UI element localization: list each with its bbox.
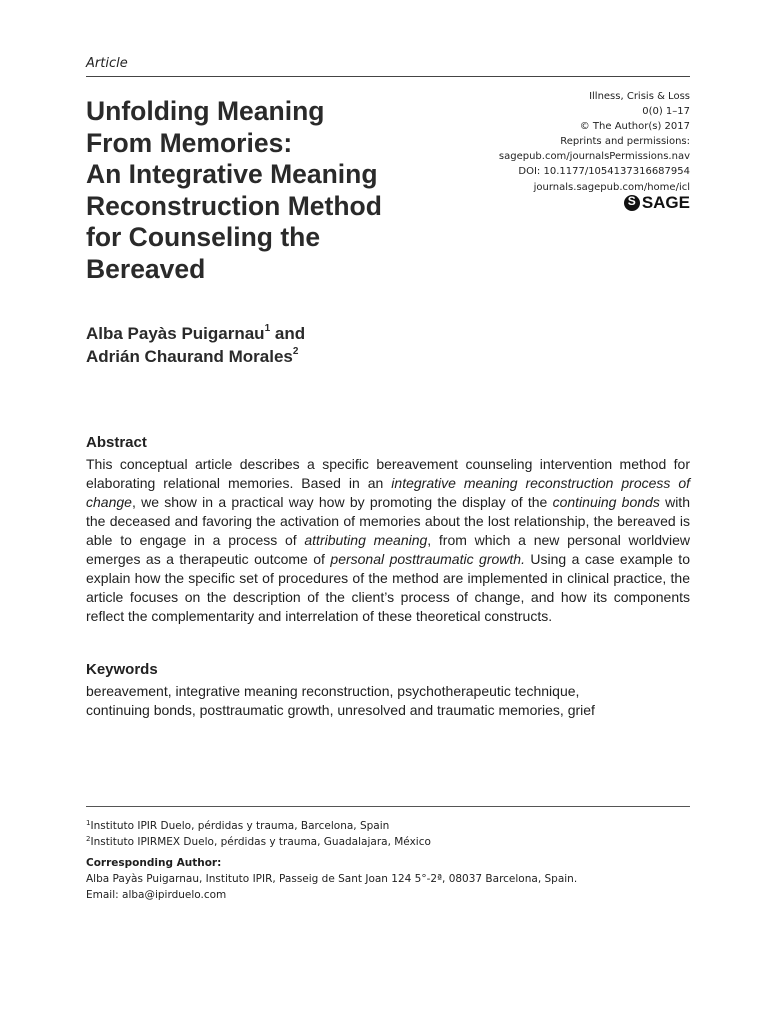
author-name: Alba Payàs Puigarnau <box>86 324 265 343</box>
title-line: From Memories: <box>86 127 293 158</box>
sage-mark-icon <box>624 195 640 211</box>
title-line: Bereaved <box>86 253 206 284</box>
corresponding-author-label: Corresponding Author: <box>86 856 222 869</box>
affiliation-1 <box>86 818 690 834</box>
journal-volume: 0(0) 1–17 <box>642 106 690 118</box>
footnote-rule <box>86 806 690 807</box>
title-line: Reconstruction Method <box>86 190 382 221</box>
keywords-line: continuing bonds, posttraumatic growth, unresolved and traumatic memories, grief <box>86 702 595 718</box>
abstract-heading: Abstract <box>86 434 147 451</box>
keywords-line: bereavement, integrative meaning reconstruction, psychotherapeutic technique, <box>86 683 580 699</box>
affiliation-2 <box>86 834 690 850</box>
affiliation-text: Instituto IPIRMEX Duelo, pérdidas y trauma, Guadalajara, México <box>90 836 431 849</box>
keywords-heading: Keywords <box>86 661 158 678</box>
abstract-segment-italic: attributing meaning <box>304 532 428 548</box>
journal-name: Illness, Crisis & Loss <box>589 91 690 102</box>
header-rule <box>86 76 690 77</box>
title-line: An Integrative Meaning <box>86 159 378 189</box>
abstract-segment: with the deceased and favoring the activation of memories about the lost relationship, the bereaved is able to engage in a process of <box>86 494 690 548</box>
abstract-segment: Using a case example to explain how the specific set of procedures of the method are implemented in clinical practice, the article focuses on the description of the client’s process of change, and how its components reflect the complementarity and interrelation of these theoretical constructs. <box>86 551 690 624</box>
abstract-segment: , from which a new personal worldview emerges as a therapeutic outcome of <box>86 532 691 567</box>
author-name: Adrián Chaurand Morales <box>86 347 293 366</box>
keywords-text <box>86 682 690 720</box>
abstract-text <box>86 455 690 626</box>
title-line: for Counseling the <box>86 222 321 252</box>
journal-info <box>430 89 690 195</box>
affiliation-marker: 1 <box>264 323 271 334</box>
journal-home-link[interactable]: journals.sagepub.com/home/icl <box>533 181 690 193</box>
author-list <box>86 322 305 368</box>
reprints-label: Reprints and permissions: <box>560 136 690 148</box>
sage-logo-text: SAGE <box>641 193 690 212</box>
copyright-notice: © The Author(s) 2017 <box>579 121 690 133</box>
permissions-link[interactable]: sagepub.com/journalsPermissions.nav <box>498 151 690 163</box>
affiliation-marker: 2 <box>292 346 299 357</box>
corresponding-author-email[interactable]: Email: alba@ipirduelo.com <box>86 889 227 902</box>
affiliation-text: Instituto IPIR Duelo, pérdidas y trauma, Barcelona, Spain <box>90 820 390 832</box>
article-title <box>86 96 466 285</box>
author-line-1 <box>86 322 305 345</box>
abstract-segment: , we show in a practical way how by promoting the display of the <box>131 494 553 510</box>
abstract-segment-italic: continuing bonds <box>552 494 660 510</box>
article-type-label: Article <box>86 56 128 71</box>
footnote-marker: 1 <box>86 819 91 827</box>
title-line: Unfolding Meaning <box>86 96 325 126</box>
author-line-2 <box>86 345 305 368</box>
footnotes <box>86 818 690 903</box>
corresponding-author-address: Alba Payàs Puigarnau, Instituto IPIR, Passeig de Sant Joan 124 5°-2ª, 08037 Barcelona, Spain. <box>86 872 578 885</box>
abstract-segment: This conceptual article describes a specific bereavement counseling intervention method for elaborating relational memories. Based in an <box>86 456 690 491</box>
footnote-marker: 2 <box>86 835 91 844</box>
abstract-segment-italic: integrative meaning reconstruction process of change <box>86 475 691 510</box>
sage-logo <box>624 194 690 212</box>
doi-link[interactable]: DOI: 10.1177/1054137316687954 <box>518 166 690 178</box>
abstract-segment-italic: personal posttraumatic growth. <box>330 551 525 567</box>
author-connector: and <box>270 324 306 343</box>
